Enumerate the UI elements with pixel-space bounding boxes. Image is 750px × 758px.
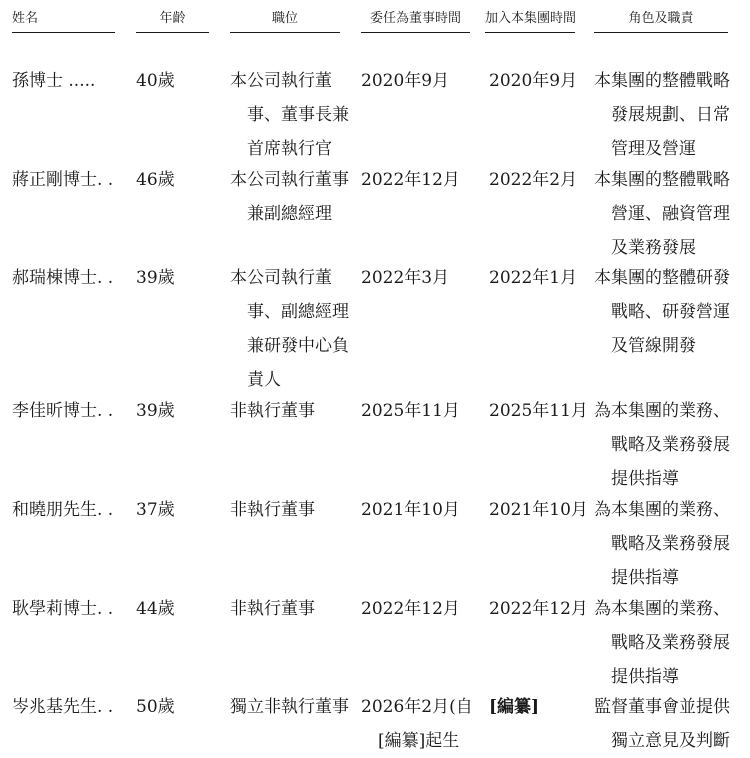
- director-age: 39歲: [136, 268, 175, 288]
- director-position: [230, 64, 349, 166]
- position-line: 責人: [247, 370, 281, 390]
- role-line: 戰略及業務發展: [611, 534, 730, 554]
- director-position: [230, 394, 315, 428]
- director-role: [594, 592, 730, 694]
- role-line: 提供指導: [611, 568, 679, 588]
- director-name: 和曉朋先生. .: [12, 500, 114, 520]
- director-role: [594, 394, 730, 496]
- appointment-date: [361, 690, 473, 758]
- director-position: [230, 690, 349, 724]
- director-role: [594, 64, 730, 166]
- role-line: 為本集團的業務、: [594, 500, 730, 520]
- position-line: 獨立非執行董事: [230, 697, 349, 717]
- director-position: [230, 493, 315, 527]
- role-line: 戰略及業務發展: [611, 435, 730, 455]
- director-age: 50歲: [136, 697, 175, 717]
- position-line: 首席執行官: [247, 139, 332, 159]
- position-line: 兼研發中心負: [247, 336, 349, 356]
- column-header-role: 角色及職責: [594, 10, 728, 33]
- join-date: 2022年12月: [489, 599, 588, 619]
- role-line: 管理及營運: [611, 139, 696, 159]
- appointment-date: 2025年11月: [361, 401, 460, 421]
- director-position: [230, 163, 349, 231]
- position-line: 本公司執行董事: [230, 170, 349, 190]
- director-age: 46歲: [136, 170, 175, 190]
- director-name: 耿學莉博士. .: [12, 599, 114, 619]
- director-name: 蔣正剛博士. .: [12, 170, 114, 190]
- appointment-date: 2022年3月: [361, 268, 450, 288]
- director-name: 岑兆基先生. .: [12, 697, 114, 717]
- director-role: [594, 261, 730, 363]
- director-role: [594, 163, 730, 265]
- join-date: 2020年9月: [489, 71, 578, 91]
- director-name: 孫博士 .....: [12, 71, 96, 91]
- director-age: 40歲: [136, 71, 175, 91]
- column-header-position: 職位: [230, 10, 340, 33]
- role-line: 獨立意見及判斷: [611, 731, 730, 751]
- role-line: 本集團的整體戰略: [594, 71, 730, 91]
- position-line: 非執行董事: [230, 401, 315, 421]
- role-line: 為本集團的業務、: [594, 599, 730, 619]
- appointment-date: 2021年10月: [361, 500, 460, 520]
- director-age: 44歲: [136, 599, 175, 619]
- role-line: 營運、融資管理: [611, 204, 730, 224]
- join-date: 2021年10月: [489, 500, 588, 520]
- join-date: 2025年11月: [489, 401, 588, 421]
- column-header-age: 年齡: [136, 10, 209, 33]
- director-name: 李佳昕博士. .: [12, 401, 114, 421]
- join-date: [編纂]: [489, 697, 540, 717]
- position-line: 事、董事長兼: [247, 105, 349, 125]
- position-line: 非執行董事: [230, 599, 315, 619]
- role-line: 及管線開發: [611, 336, 696, 356]
- role-line: 提供指導: [611, 667, 679, 687]
- director-name: 郝瑞棟博士. .: [12, 268, 114, 288]
- appointment-date: 2020年9月: [361, 71, 450, 91]
- column-header-appointed: 委任為董事時間: [361, 10, 470, 33]
- role-line: 戰略及業務發展: [611, 633, 730, 653]
- role-line: 本集團的整體研發: [594, 268, 730, 288]
- position-line: 事、副總經理: [247, 302, 349, 322]
- position-line: 兼副總經理: [247, 204, 332, 224]
- role-line: 本集團的整體戰略: [594, 170, 730, 190]
- director-age: 37歲: [136, 500, 175, 520]
- director-role: [594, 690, 730, 758]
- column-header-joined: 加入本集團時間: [485, 10, 575, 33]
- appointment-line: [編纂]起生: [378, 731, 460, 751]
- position-line: 本公司執行董: [230, 268, 332, 288]
- appointment-date: 2022年12月: [361, 599, 460, 619]
- director-age: 39歲: [136, 401, 175, 421]
- director-role: [594, 493, 730, 595]
- director-position: [230, 592, 315, 626]
- column-header-name: 姓名: [12, 10, 115, 33]
- director-position: [230, 261, 349, 397]
- role-line: 戰略、研發營運: [611, 302, 730, 322]
- position-line: 本公司執行董: [230, 71, 332, 91]
- role-line: 發展規劃、日常: [611, 105, 730, 125]
- appointment-line: 2026年2月(自: [361, 697, 473, 717]
- role-line: 為本集團的業務、: [594, 401, 730, 421]
- position-line: 非執行董事: [230, 500, 315, 520]
- join-date: 2022年1月: [489, 268, 578, 288]
- role-line: 及業務發展: [611, 238, 696, 258]
- role-line: 監督董事會並提供: [594, 697, 730, 717]
- role-line: 提供指導: [611, 469, 679, 489]
- appointment-date: 2022年12月: [361, 170, 460, 190]
- join-date: 2022年2月: [489, 170, 578, 190]
